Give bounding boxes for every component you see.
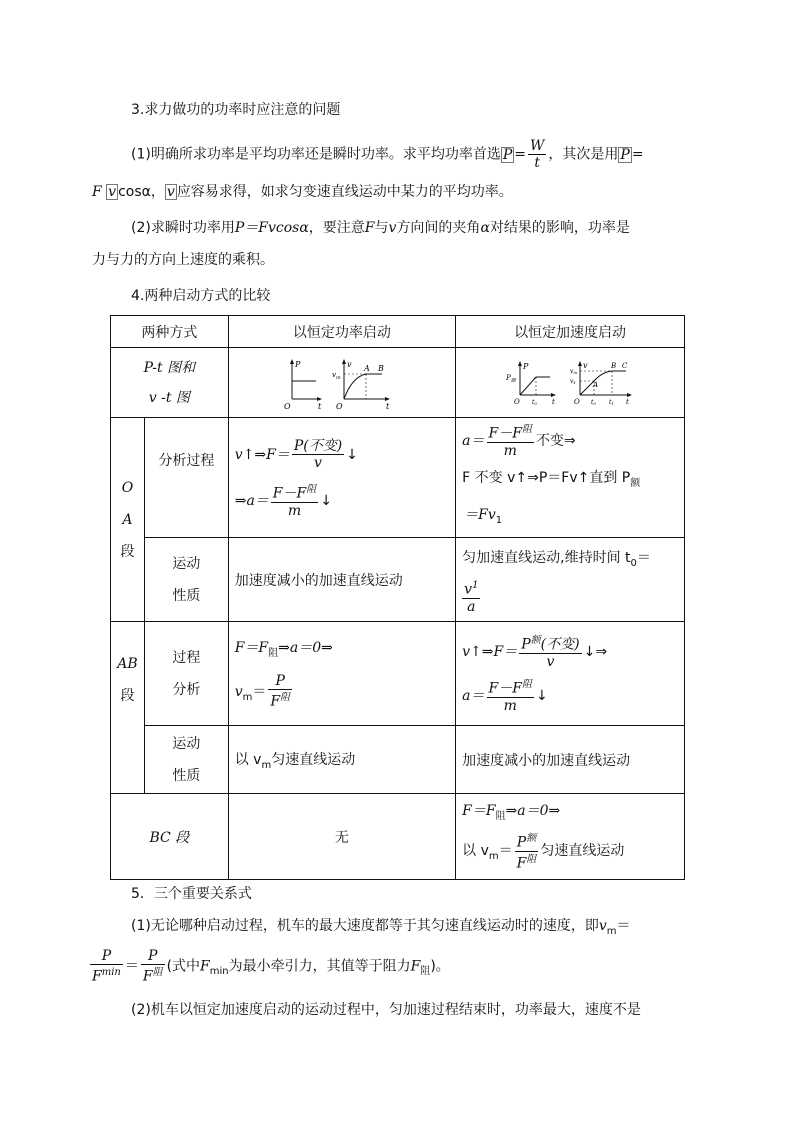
text: ＝ (124, 958, 139, 975)
fraction (90, 948, 123, 985)
sub: m (606, 925, 617, 937)
text: ＝ (636, 550, 651, 567)
numerator: P (268, 673, 292, 690)
label-t: t (626, 397, 629, 406)
ab-accel-analysis-cell (456, 622, 685, 726)
section4-heading: 4.两种启动方式的比较 (131, 288, 271, 304)
fraction (487, 422, 534, 459)
numerator (487, 677, 534, 698)
t: t (532, 398, 535, 406)
s3-paragraph1-line1 (131, 138, 644, 171)
process-label-cell (144, 622, 228, 726)
ab-accel-line2 (462, 674, 678, 718)
s5-paragraph1-line2 (90, 948, 450, 989)
label-O: O (335, 401, 343, 409)
text: F (270, 693, 281, 710)
label-t0 (532, 399, 537, 406)
table-header-row (111, 316, 685, 348)
header-cell: 以恒定功率启动 (228, 316, 455, 348)
text: v↑⇒F＝ (234, 446, 290, 463)
graph-cell-constant-accel (456, 348, 685, 418)
fraction-w-over-t (528, 138, 546, 171)
text: a＝ (462, 432, 485, 449)
label-t: t (385, 401, 390, 409)
sub: m (573, 369, 578, 375)
label-line: 运动 (172, 555, 201, 572)
text: 匀速直线运动 (540, 843, 625, 860)
ab-power-analysis-cell (228, 622, 455, 726)
label-line: 分析 (172, 681, 201, 698)
label-vm (332, 371, 341, 381)
t: t (609, 398, 612, 406)
symbol: F (410, 958, 421, 975)
label-t: t (317, 401, 322, 409)
header-cell: 以恒定加速度启动 (456, 316, 685, 348)
text: ，其次是用 (548, 146, 619, 163)
text: 匀速直线运动 (271, 751, 356, 768)
v: v (570, 367, 574, 375)
sub: 额 (510, 377, 516, 384)
symbol: v (388, 220, 397, 236)
text: 对结果的影响，功率是 (489, 220, 630, 236)
sub: 0 (630, 558, 637, 570)
s3-paragraph2-line1 (131, 218, 630, 238)
text: (2)求瞬时功率用 (131, 220, 235, 236)
symbol: F (92, 184, 102, 200)
text: 与 (374, 220, 389, 236)
text: (不变) (540, 636, 580, 653)
text: ⇒a＝0⇒ (505, 802, 561, 819)
label-A: A (363, 363, 370, 373)
text: 不变⇒ (535, 432, 576, 449)
sub: 0 (593, 400, 597, 406)
text: F－F (488, 680, 522, 697)
seg-letter: 段 (120, 543, 135, 560)
sup: 额 (526, 833, 537, 845)
boxed-symbol: P (620, 146, 630, 163)
numerator: P (141, 948, 165, 965)
formula: P＝Fvcosα (234, 220, 309, 236)
header-cell: 两种方式 (111, 316, 229, 348)
table-row-oa-analysis (111, 418, 685, 538)
graph-label-line: v -t 图 (148, 389, 190, 406)
text: = (631, 146, 644, 163)
oa-power-motion-cell: 加速度减小的加速直线运动 (228, 538, 455, 622)
oa-accel-line2 (462, 461, 678, 501)
fraction (487, 677, 534, 714)
table-row-graphs (111, 348, 685, 418)
boxed-symbol: v (166, 184, 175, 200)
text: a＝ (462, 687, 485, 704)
sub: 阻 (280, 692, 291, 704)
sup: 1 (472, 580, 479, 592)
sub: min (209, 966, 229, 978)
sup: min (101, 967, 121, 978)
denominator (268, 690, 292, 710)
table-row-oa-motion (111, 538, 685, 622)
fraction (462, 578, 480, 615)
text: (式中 (166, 958, 201, 975)
sub: 阻 (268, 647, 279, 659)
text: (1)明确所求功率是平均功率还是瞬时功率。求平均功率首选 (131, 146, 501, 163)
text: ⇒a＝ (234, 492, 269, 509)
sub: 0 (534, 400, 538, 406)
label-vm (570, 368, 577, 375)
graph-label-cell (111, 348, 229, 418)
text: ↓ (320, 492, 332, 509)
text: v↑⇒F＝ (462, 643, 518, 660)
text: F＝F (462, 802, 496, 819)
seg-letter: 段 (120, 688, 135, 704)
oa-accel-analysis-cell (456, 418, 685, 538)
arrow-head (518, 361, 522, 366)
label-line: 过程 (172, 649, 201, 666)
text: v (234, 683, 243, 700)
seg-letter: AB (117, 656, 138, 672)
bc-accel-cell (456, 794, 685, 880)
t: t (591, 398, 594, 406)
label-P-rated (505, 374, 517, 384)
text: 方向间的夹角 (396, 220, 481, 236)
oa-power-analysis-cell (228, 418, 455, 538)
numerator (519, 633, 581, 654)
section5-heading: 5．三个重要关系式 (131, 886, 252, 902)
sub-m: m (335, 374, 341, 381)
text: ⇒a＝0⇒ (278, 639, 333, 656)
graph-cell-constant-power (228, 348, 455, 418)
v: v (331, 370, 336, 379)
fraction (519, 633, 581, 670)
label-line: 性质 (172, 587, 201, 604)
arrow-head (627, 393, 632, 397)
sub: 阻 (306, 484, 317, 496)
label-C: C (622, 361, 628, 370)
numerator (462, 578, 480, 599)
text: F－F (488, 426, 522, 443)
sub: 阻 (526, 854, 537, 866)
sub: 阻 (521, 679, 532, 691)
segment-bc-cell: BC 段 (111, 794, 229, 880)
table-row-ab-motion (111, 726, 685, 794)
text: P (521, 636, 531, 653)
oa-accel-motion-line1 (462, 544, 678, 578)
text: 为最小牵引力，其值等于阻力 (228, 958, 411, 975)
s3-paragraph1-line2 (92, 182, 513, 202)
label-v1 (570, 378, 576, 385)
ab-power-motion-cell (228, 726, 455, 794)
seg-letter: A (122, 511, 133, 528)
sub: 阻 (495, 810, 506, 822)
text: ↓ (346, 446, 358, 463)
pt-vt-graph-constant-accel (500, 357, 640, 409)
label-B: B (377, 363, 384, 373)
symbol: v (598, 918, 607, 934)
s3-paragraph2-line2: 力与力的方向上速度的乘积。 (92, 252, 274, 268)
symbol: F (200, 958, 210, 975)
label-P: P (523, 361, 529, 371)
section3-heading: 3.求力做功的功率时应注意的问题 (131, 102, 341, 118)
text: (1)无论哪种启动过程，机车的最大速度都等于其匀速直线运动时的速度，即 (131, 918, 599, 934)
label-v: v (583, 360, 588, 370)
comparison-table (110, 315, 685, 880)
denominator: m (503, 443, 517, 460)
label-B: B (611, 361, 617, 370)
text: )。 (430, 958, 450, 975)
denominator: t (534, 155, 541, 171)
text: ↓ (535, 687, 548, 704)
text: = (514, 146, 526, 163)
text: F (142, 968, 153, 985)
text: F 不变 v↑⇒P＝Fv↑直到 P (462, 469, 631, 486)
text: ↓⇒ (583, 643, 608, 660)
numerator (487, 422, 534, 443)
arrow-head (385, 397, 390, 401)
text: v (464, 581, 473, 598)
boxed-symbol: v (108, 184, 117, 200)
numerator: P (90, 948, 123, 965)
fraction (268, 673, 292, 710)
text: P (516, 835, 527, 852)
s5-paragraph1-line1 (131, 916, 631, 942)
sup: 额 (530, 635, 541, 647)
fraction (292, 438, 344, 471)
velocity-ramp (580, 381, 594, 395)
denominator (515, 852, 539, 872)
fraction (271, 482, 318, 519)
ab-power-line1 (235, 630, 449, 672)
sub: m (242, 691, 253, 703)
segment-ab-cell (111, 622, 145, 794)
numerator (271, 482, 318, 503)
motion-label-cell (144, 538, 228, 622)
sub: m (261, 759, 272, 771)
sub: 阻 (521, 424, 532, 436)
bc-accel-line1 (462, 796, 678, 832)
fraction (515, 831, 539, 871)
segment-oa-cell (111, 418, 145, 622)
label-line: 运动 (172, 735, 201, 752)
arrow-head (578, 361, 582, 366)
pt-vt-graph-constant-power (282, 357, 402, 409)
denominator: v (546, 653, 555, 670)
numerator: W (530, 138, 545, 154)
label-v: v (346, 359, 352, 369)
denominator: v (314, 455, 322, 471)
bc-accel-line2 (462, 831, 678, 877)
text: 以 v (234, 751, 262, 768)
P: P (506, 373, 511, 382)
fraction (141, 948, 165, 985)
sub: 1 (611, 400, 615, 406)
label-O: O (574, 397, 580, 406)
text: ，要注意 (308, 220, 365, 236)
text: ＝ (498, 843, 513, 860)
label-t: t (552, 397, 555, 406)
symbol: F (364, 220, 375, 236)
text: F－F (272, 485, 307, 502)
arrow-head (551, 393, 556, 397)
text: ＝ (616, 918, 631, 934)
arrow-head (317, 397, 322, 401)
power-ramp (520, 377, 536, 395)
oa-accel-line3 (462, 501, 678, 535)
denominator (141, 965, 165, 985)
label-line: 性质 (172, 767, 201, 784)
text: F＝F (234, 639, 269, 656)
numerator (515, 831, 539, 852)
oa-accel-motion-cell (456, 538, 685, 622)
sub: 1 (573, 379, 576, 385)
ab-accel-line1 (462, 630, 678, 674)
text: cosα， (118, 184, 165, 200)
sub: 阻 (420, 966, 431, 978)
label-P: P (294, 359, 301, 369)
text: F (92, 968, 102, 985)
table-row-bc (111, 794, 685, 880)
oa-power-line1 (235, 432, 449, 478)
denominator: m (503, 697, 517, 714)
numerator: P(不变) (293, 438, 343, 454)
label-A: A (593, 380, 599, 389)
text: 应容易求得，如求匀变速直线运动中某力的平均功率。 (176, 184, 513, 200)
text: F (516, 855, 527, 872)
bc-power-cell: 无 (228, 794, 455, 880)
label-t1 (609, 399, 614, 406)
text: 匀加速直线运动,维持时间 t (462, 550, 631, 567)
s5-paragraph2-line1: (2)机车以恒定加速度启动的运动过程中，匀加速过程结束时，功率最大，速度不是 (131, 1002, 641, 1018)
analysis-label-cell: 分析过程 (144, 418, 228, 538)
sub: 额 (630, 477, 641, 489)
sup: 阻 (152, 967, 163, 978)
ab-accel-motion-cell: 加速度减小的加速直线运动 (456, 726, 685, 794)
velocity-curve (594, 371, 626, 381)
arrow-head (290, 359, 294, 364)
sub: m (488, 851, 499, 863)
arrow-head (342, 359, 346, 364)
label-t0 (591, 399, 596, 406)
denominator: m (287, 502, 302, 519)
text: ＝Fv (464, 506, 496, 523)
denominator: a (467, 598, 476, 615)
table-row-ab-analysis (111, 622, 685, 726)
oa-accel-line1 (462, 421, 678, 461)
text: 以 v (462, 843, 489, 860)
graph-label-line: P-t 图和 (143, 359, 196, 376)
symbol: α (480, 220, 490, 236)
text: ＝ (252, 683, 267, 700)
velocity-curve (344, 374, 382, 399)
boxed-symbol: P (502, 146, 513, 163)
oa-power-line2 (235, 478, 449, 524)
v: v (570, 377, 574, 385)
label-O: O (514, 397, 520, 406)
denominator (90, 965, 123, 985)
sub: 1 (495, 514, 503, 526)
seg-letter: O (121, 479, 134, 496)
motion-label-cell (144, 726, 228, 794)
label-O: O (283, 401, 291, 409)
ab-power-line2 (235, 672, 449, 718)
